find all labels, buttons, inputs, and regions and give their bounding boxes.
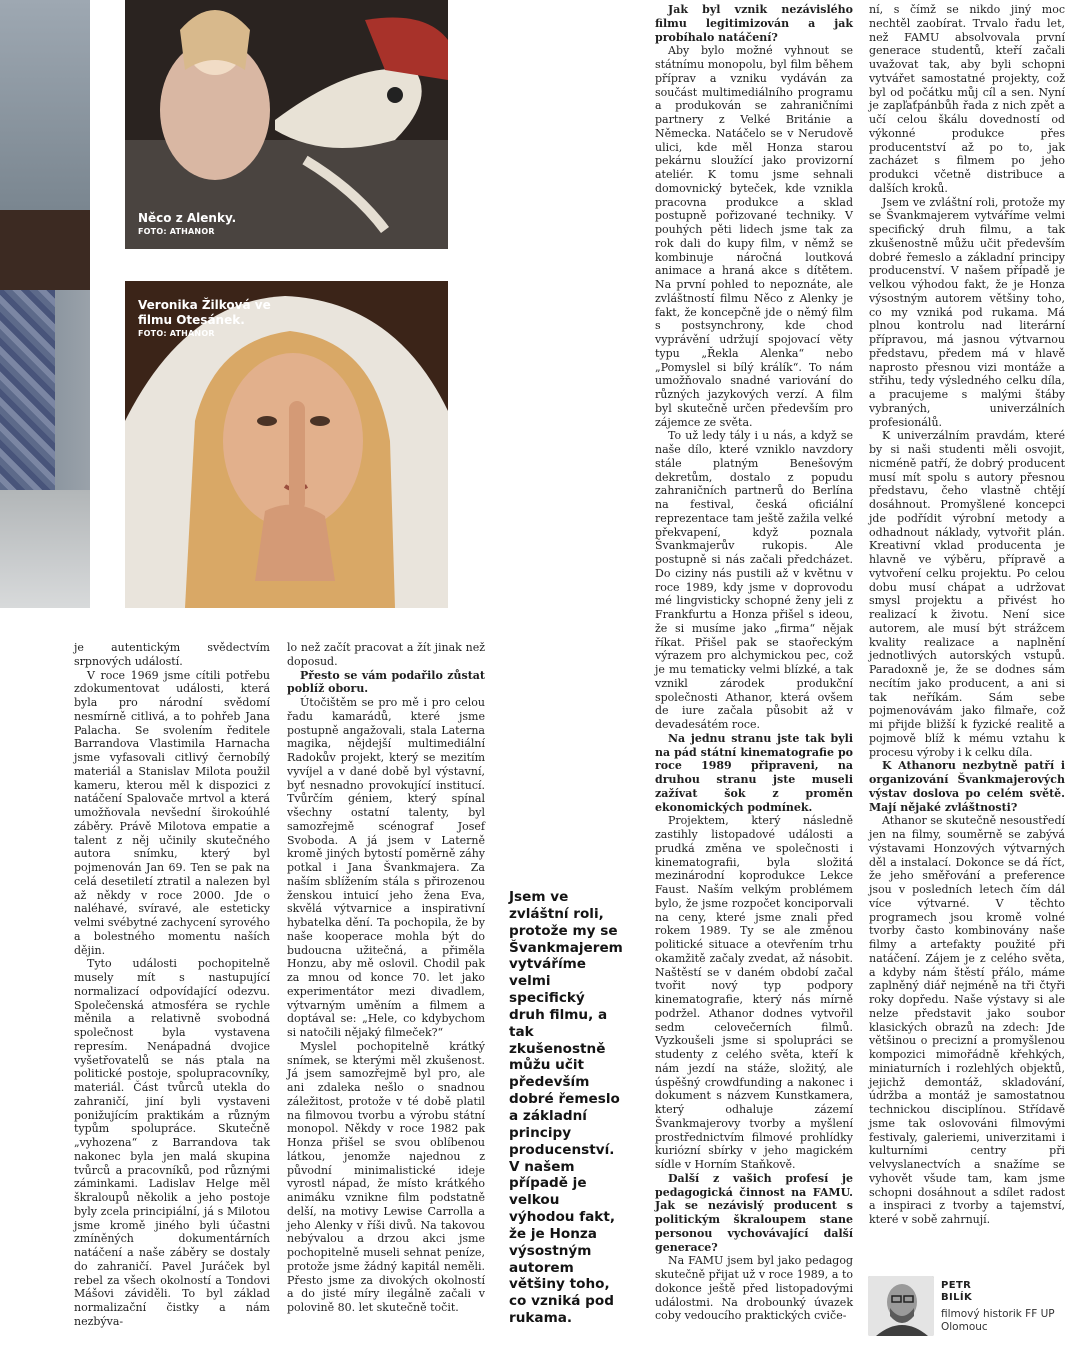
paragraph: Athanor se skutečně nesoustředí jen na filmy, souměrně se zabývá výstavami Honzových výtvarných děl a instalací. Dokonce se dá říct, že jeho směřování a preference jsou v posledních letech čím dál více výtvarné. V těchto programech jsou kromě volné tvorby často kombinovány naše filmy a artefakty použité při natáčení. Zájem je z celého světa, a kdyby nám štěstí přálo, máme zaplněný diář nejméně na tři čtyři roky dopředu. Naše výstavy si ale nelze představit jako soubor klasických obrazů na zdech: Jde většinou o precizní a promyšlenou kompozici mimořádně křehkých, miniaturních i rozlehlých objektů, jejichž demontáž, skladování, údržba a montáž je samostatnou technickou disciplínou. Střídavě jsme tak oslovováni filmovými festivaly, galeriemi, univerzitami i kulturními centry při velvyslanectvích a snažíme se vyhovět všude tam, kam jsme schopni dosáhnout a sdílet radost a inspiraci z tvorby a tajemství, které v sobě zahrnují.	[869, 814, 1065, 1226]
paragraph: lo než začít pracovat a žít jinak než doposud.	[287, 641, 485, 668]
caption-title-line2: filmu Otesánek.	[138, 313, 245, 327]
paragraph: K univerzálním pravdám, které by si naši studenti měli osvojit, nicméně patří, že dobrý producent musí mít spolu s autory přesnou představu, čeho vlastně chtějí dosáhnout. Promyšlené koncepci jde podřídit výrobní metody a odhadnout náklady, vytvořit plán. Kreativní vklad producenta je hlavně ve výběru, přípravě a vytvoření celku projektu. Po celou dobu musí chápat a udržovat smysl projektu a přivést ho realizací k životu. Není sice autorem, ale musí být strážcem kvality realizace a naplnění jednotlivých autorských vstupů. Paradoxně je, že se dodnes sám necítím jako producent, a ani si tak neříkám. Sám sebe pojmenovávám jako filmaře, což mi přijde bližší k fyzické realitě a pojmově blíž k mému vztahu k procesu výroby i k celku díla.	[869, 429, 1065, 759]
author-avatar	[868, 1276, 934, 1336]
paragraph: je autentickým svědectvím srpnových událostí.	[74, 641, 270, 668]
interview-question: Jak byl vznik nezávislého filmu legitimizován a jak probíhalo natáčení?	[655, 3, 853, 44]
photo-neco-z-alenky	[125, 0, 448, 249]
paragraph: Útočištěm se pro mě i pro celou řadu kamarádů, které jsme postupně angažovali, stala Laterna magika, nějdejší multimediální Radokův projekt, který se mezitím vyvíjel a v dané době byl výstavní, byť nesnadno provokující institucí. Tvůrčím géniem, který spínal všechny ostatní talenty, byl samozřejmě scénograf Josef Svoboda. A já jsem v Laterně kromě jiných bytostí poměrně záhy potkal i Jana Švankmajera. Za naším sblížením stála s přirozenou ženskou intuicí jeho žena Eva, skvělá výtvarnice a inspirativní hybatelka dění. Ta pochopila, že by naše kooperace mohla být do budoucna užitečná, a přiměla Honzu, aby mě oslovil. Chodil pak za mnou od konce 70. let jako experimentátor mezi divadlem, výtvarným uměním a filmem a doptával se: „Hele, co kdybychom si natočili nějaký filmeček?“	[287, 696, 485, 1039]
paragraph: ní, s čímž se nikdo jiný moc nechtěl zaobírat. Trvalo řadu let, než FAMU absolvovala první generace studentů, kteří začali uvažovat tak, aby byli schopni vytvářet samostatné projekty, což byl od počátku můj cíl a sen. Nyní je zapľaťpánbůh řada z nich zpět a učí celou škálu dovedností od výkonné produkce přes producentství až po to, jak zacházet s filmem po jeho produkci včetně distribuce a dalších kroků.	[869, 3, 1065, 195]
photo-shirt	[0, 290, 55, 490]
author-role: filmový historik FF UP Olomouc	[941, 1308, 1055, 1333]
paragraph: To už ledy tály i u nás, a když se naše dílo, které vzniklo navzdory stále platným Benešovým dekretům, dostalo z popudu zahraničních partnerů do Berlína na festival, česká oficiální reprezentace tam ještě zažila velké překvapení, když poznala Švankmajerův rukopis. Ale postupně si nás začali předcházet. Do ciziny nás pustili až v květnu v roce 1989, kdy jsme v doprovodu mé lingvisticky schopné ženy jeli z Frankfurtu a Honza přišel s ideou, že si musíme jako „firma“ nějak říkat. Přišel pak se staořeckým výrazem pro alchymickou pec, což je mu tematicky velmi blízké, a tak vznikl zárodek produkční společnosti Athanor, která ovšem de iure začala působit až v devadesátém roce.	[655, 429, 853, 731]
interview-question: Na jednu stranu jste tak byli na pád státní kinematografie po roce 1989 připraveni, na druhou stranu jste museli zažívat šok z proměn ekonomických podmínek.	[655, 731, 853, 814]
paragraph: Tyto události pochopitelně musely mít s nastupující normalizací odpovídající odezvu. Společenská atmosféra se rychle měnila a relativně svobodná společnost byla vystavena represím. Nenápadná dvojice vyšetřovatelů se nás ptala na politické postoje, spolupracovníky, materiál. Část tvůrců utekla do zahraničí, jiní byli vystaveni ponižujícím praktikám a různým typům spolupráce. Skutečně „vyhozena“ z Barrandova tak nakonec byla jen malá skupina tvůrců a pracovníků, pod různými záminkami. Ladislav Helge měl škraloupů několik a jeho postoje byly zcela principiální, já s Milotou jsme kromě jiného byli účastni zmíněných dokumentárních natáčení a naše záběry se dostaly do zahraničí. Pavel Juráček byl rebel za všech okolností a Tondovi Mášovi záviděli. To byl základ normalizační čistky a nám nezbýva-	[74, 957, 270, 1328]
paragraph: Projektem, který následně zastihly listopadové události a prudká změna ve společnosti i kinematografii, byla složitá mezinárodní koprodukce Lekce Faust. Naším velkým problémem bylo, že jsme rozpočet konciporvali na ceny, které jsme znali před rokem 1989. Ty se ale změnou politické situace a otevřením trhu okamžitě začaly zvedat, až násobit. Naštěstí se v daném období začal tvořit nový typ podpory kinematografie, který nás mírně podržel. Athanor dodnes vytvořil sedm celovečerních filmů. Vyzkoušeli jsme si spolupráci se studenty z celého světa, kteří k nám jezdí na stáže, složitý, ale úspěšný crowdfunding a nakonec i dokument s názvem Kunstkamera, který odhaluje zázemí Švankmajerovy tvorby a myšlení prostřednictvím filmové prohlídky kuriózní sbírky v jeho magickém sídle v Horním Staňkově.	[655, 814, 853, 1171]
interview-question: Přesto se vám podařilo zůstat poblíž oboru.	[287, 668, 485, 696]
caption-title-line1: Veronika Žilková ve	[138, 298, 271, 312]
caption-title: Něco z Alenky.	[138, 211, 237, 225]
author-box	[868, 1276, 1068, 1338]
photo-otesanek	[125, 281, 448, 608]
paragraph: Aby bylo možné vyhnout se státnímu monopolu, byl film během příprav a vzniku vydáván za součást multimediálního programu a produkován se zahraničními partnery z Velké Británie a Německa. Natáčelo se v Nerudově ulici, kde měl Honza starou pekárnu sloužící jako provizorní ateliér. K tomu jsme sehnali domovnický byteček, kde vznikla pracovna produkce a sklad postupně pořizované techniky. V pouhých pěti lidech jsme tak za rok dali do kupy film, v němž se kombinuje náročná loutková animace a hraná akce s dítětem. Na první pohled to nepoznáte, ale zvláštností filmu Něco z Alenky je fakt, že koncepčně jde o němý film s postsynchrony, kde chod vyprávění udržují spojovací věty typu „Řekla Alenka“ nebo „Pomyslel si bílý králík“. To nám umožňovalo snadné variování do různých jazykových verzí. A film byl skutečně určen především pro zájemce ze světa.	[655, 44, 853, 429]
interview-question: Další z vašich profesí je pedagogická činnost na FAMU. Jak se nezávislý producent s politickým škraloupem stane personou vychovávající další generace?	[655, 1171, 853, 1254]
photo-left-cropped	[0, 0, 90, 608]
article-column-1	[74, 641, 270, 1329]
paragraph: V roce 1969 jsme cítili potřebu zdokumentovat události, která byla pro národní svědomí nesmírně citlivá, a to pohřeb Jana Palacha. Se svolením ředitele Barrandova Vlastimila Harnacha jsme vyfasovali citlivý černobílý materiál a Stanislav Milota použil kameru, kterou měl k dispozici z natáčení Spalovače mrtvol a která umožňovala nevšední širokoúhlé záběry. Právě Milotova empatie a talent z něj učinily skutečného autora snímku, který byl pojmenován Jan 69. Ten se pak na celá desetiletí ztratil a nalezen byl až někdy v roce 2000. Jde o naléhavé, svíravé, ale esteticky velmi svébytné zachycení syrového a bolestného momentu naších dějin.	[74, 668, 270, 957]
photo-caption	[138, 211, 236, 237]
photo-table	[0, 490, 90, 608]
paragraph: Myslel pochopitelně krátký snímek, se kterými měl zkušenost. Já jsem samozřejmě byl pro, ale ani zdaleka nešlo o snadnou záležitost, protože v té době platil na filmovou tvorbu a výrobu státní monopol. Někdy v roce 1982 pak Honza přišel se svou oblíbenou látkou, jenomže najednou z původní minimalistické ideje vyrostl nápad, že místo krátkého animáku vznikne film podstatně delší, na motivy Lewise Carrolla a jeho Alenky v říši divů. Na takovou nebývalou a drzou akci jsme pochopitelně museli sehnat peníze, protože jsme žádný kapitál neměli. Přesto jsme za divokých okolností a do jisté míry ilegálně začali v polovině 80. let skutečně točit.	[287, 1039, 485, 1314]
photo-detail	[0, 210, 90, 290]
pull-quote: Jsem ve zvláštní roli, protože my se Švankmajerem vytváříme velmi specifický druh filmu, a tak zkušenostně můžu učit především dobré řemeslo a základní principy producenství. V našem případě je velkou výhodou fakt, že je Honza výsostným autorem většiny toho, co vzniká pod rukama.	[509, 889, 623, 1327]
interview-question: K Athanoru nezbytně patří i organizování Švankmajerových výstav doslova po celém světě. Mají nějaké zvláštnosti?	[869, 759, 1065, 814]
paragraph: Jsem ve zvláštní roli, protože my se Švankmajerem vytváříme velmi specifický druh filmu, a tak zkušenostně můžu učit především dobré řemeslo a základní principy producenství. V našem případě je velkou výhodou fakt, že je Honza výsostným autorem většiny toho, co my vzniká pod rukama. Má plnou kontrolu nad literární přípravou, má jasnou výtvarnou představu, předem má v hlavě naprosto přesnou vizi montáže a střihu, tedy výsledného celku díla, a pracujeme s malými štáby vybraných, univerzálních profesionálů.	[869, 195, 1065, 429]
paragraph: Na FAMU jsem byl jako pedagog skutečně přijat už v roce 1989, a to dokonce ještě před listopadovými událostmi. Na drobounký úvazek coby vedoucího praktických cviče-	[655, 1254, 853, 1323]
author-name: PETR BILÍK	[941, 1280, 973, 1303]
caption-credit: FOTO: ATHANOR	[138, 227, 215, 236]
author-portrait	[868, 1276, 934, 1336]
caption-credit: FOTO: ATHANOR	[138, 329, 215, 338]
photo-background	[0, 0, 90, 210]
photo-caption	[138, 298, 271, 339]
article-column-3	[655, 3, 853, 1323]
article-column-2	[287, 641, 485, 1315]
article-column-4	[869, 3, 1065, 1227]
